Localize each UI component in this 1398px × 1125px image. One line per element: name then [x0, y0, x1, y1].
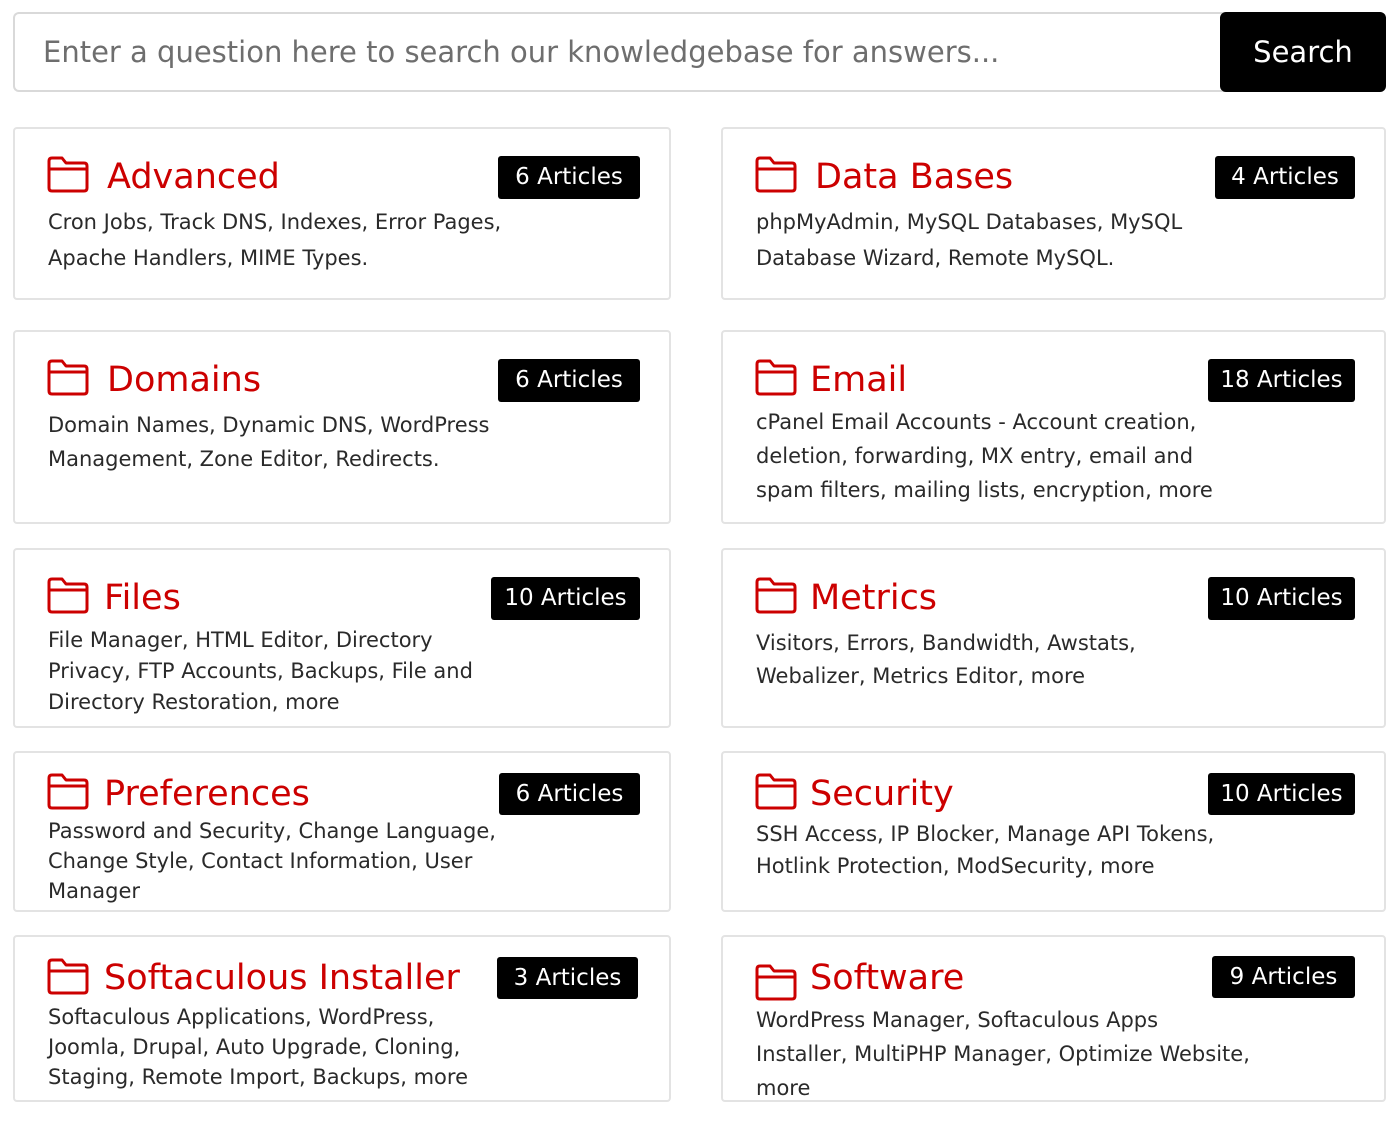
- category-description: WordPress Manager, Softaculous Apps Installer, MultiPHP Manager, Optimize Website, more: [756, 1008, 1250, 1100]
- category-title[interactable]: Email: [810, 360, 908, 400]
- category-card-preferences[interactable]: [13, 751, 671, 912]
- category-title[interactable]: Files: [104, 578, 181, 618]
- category-description: Domain Names, Dynamic DNS, WordPress Management, Zone Editor, Redirects.: [48, 413, 490, 471]
- category-card-email[interactable]: [721, 330, 1386, 524]
- category-title[interactable]: Softaculous Installer: [104, 958, 460, 998]
- folder-icon: [47, 359, 89, 396]
- category-title[interactable]: Domains: [107, 360, 262, 400]
- folder-icon: [755, 359, 797, 396]
- category-title[interactable]: Advanced: [107, 157, 280, 197]
- category-description: Password and Security, Change Language, Change Style, Contact Information, User Manager: [48, 819, 496, 903]
- article-count-badge: 10 Articles: [491, 577, 640, 620]
- category-description: Visitors, Errors, Bandwidth, Awstats, Webalizer, Metrics Editor, more: [756, 631, 1136, 688]
- category-title[interactable]: Metrics: [810, 578, 938, 618]
- folder-icon: [755, 577, 797, 614]
- folder-icon: [47, 958, 89, 995]
- category-card-software[interactable]: [721, 935, 1386, 1102]
- article-count-badge: 10 Articles: [1208, 577, 1355, 620]
- category-description: Cron Jobs, Track DNS, Indexes, Error Pages, Apache Handlers, MIME Types.: [48, 210, 502, 270]
- article-count-badge: 18 Articles: [1208, 359, 1355, 402]
- article-count-badge: 3 Articles: [497, 957, 638, 999]
- category-description: cPanel Email Accounts - Account creation, deletion, forwarding, MX entry, email and spam filters, mailing lists, encryption, more: [756, 410, 1213, 502]
- search-input[interactable]: [13, 12, 1233, 92]
- article-count-badge: 6 Articles: [499, 773, 640, 815]
- category-card-advanced[interactable]: [13, 127, 671, 300]
- search-bar: [13, 12, 1386, 92]
- folder-icon: [47, 156, 89, 193]
- category-card-metrics[interactable]: [721, 548, 1386, 728]
- search-button[interactable]: Search: [1220, 12, 1386, 92]
- article-count-badge: 9 Articles: [1212, 956, 1355, 998]
- category-card-softaculous-installer[interactable]: [13, 935, 671, 1102]
- category-card-domains[interactable]: [13, 330, 671, 524]
- folder-icon: [47, 773, 89, 810]
- category-title[interactable]: Security: [810, 774, 954, 814]
- folder-icon: [755, 156, 797, 193]
- article-count-badge: 4 Articles: [1215, 156, 1355, 199]
- article-count-badge: 6 Articles: [498, 359, 640, 402]
- category-card-data-bases[interactable]: [721, 127, 1386, 300]
- category-title[interactable]: Data Bases: [815, 157, 1014, 197]
- article-count-badge: 6 Articles: [498, 156, 640, 199]
- category-description: Softaculous Applications, WordPress, Joomla, Drupal, Auto Upgrade, Cloning, Staging, Remote Import, Backups, more: [48, 1005, 468, 1089]
- category-card-files[interactable]: [13, 548, 671, 728]
- article-count-badge: 10 Articles: [1208, 773, 1355, 815]
- category-description: File Manager, HTML Editor, Directory Privacy, FTP Accounts, Backups, File and Directory Restoration, more: [48, 628, 473, 714]
- folder-icon: [755, 964, 797, 1001]
- category-title[interactable]: Software: [810, 958, 965, 998]
- category-card-security[interactable]: [721, 751, 1386, 912]
- category-description: phpMyAdmin, MySQL Databases, MySQL Database Wizard, Remote MySQL.: [756, 210, 1183, 270]
- folder-icon: [755, 773, 797, 810]
- category-title[interactable]: Preferences: [104, 774, 310, 814]
- category-description: SSH Access, IP Blocker, Manage API Tokens, Hotlink Protection, ModSecurity, more: [756, 822, 1215, 878]
- folder-icon: [47, 577, 89, 614]
